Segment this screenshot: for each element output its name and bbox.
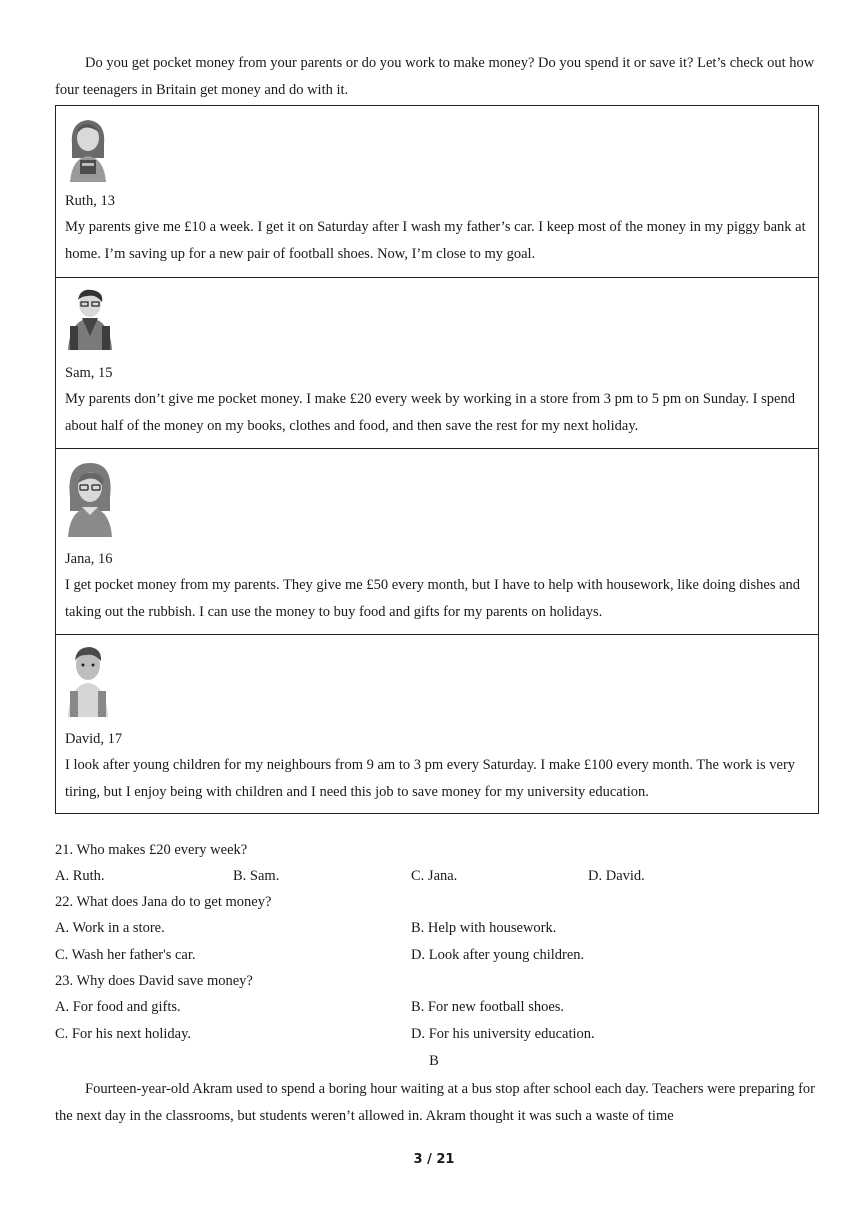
teenagers-table: [55, 105, 819, 814]
intro-paragraph: Do you get pocket money from your parents or do you work to make money? Do you spend it or save it? Let’s check out how four teenagers in Britain get money and do with it.: [55, 55, 815, 98]
option-a: A. For food and gifts.: [55, 999, 181, 1015]
question-22: 22. What does Jana do to get money?: [55, 894, 272, 910]
option-d: D. David.: [588, 868, 645, 884]
person-name: Sam, 15: [65, 365, 113, 381]
option-b: B. Help with housework.: [411, 920, 557, 936]
person-name: Jana, 16: [65, 551, 113, 567]
person-cell-david: [56, 634, 818, 813]
person-text: My parents don’t give me pocket money. I make £20 every week by working in a store from 3 pm to 5 pm on Sunday. I spend about half of the money on my books, clothes and food, and then save the rest for my next holiday.: [65, 391, 795, 434]
option-a: A. Ruth.: [55, 868, 105, 884]
person-text: I look after young children for my neighbours from 9 am to 3 pm every Saturday. I make £100 every month. The work is very tiring, but I enjoy being with children and I need this job to save money for my university education.: [65, 757, 796, 800]
option-c: C. For his next holiday.: [55, 1026, 192, 1042]
page-number: 3 / 21: [413, 1152, 455, 1167]
question-21: 21. Who makes £20 every week?: [55, 842, 248, 858]
person-cell-jana: [56, 448, 818, 634]
option-c: C. Wash her father's car.: [55, 947, 196, 963]
woman-avatar-icon: [64, 457, 116, 537]
person-cell-sam: [56, 277, 818, 448]
person-name: Ruth, 13: [65, 193, 115, 209]
boy-avatar-icon: [64, 286, 116, 350]
option-a: A. Work in a store.: [55, 920, 165, 936]
option-b: B. For new football shoes.: [411, 999, 565, 1015]
option-d: D. Look after young children.: [411, 947, 585, 963]
person-text: My parents give me £10 a week. I get it on Saturday after I wash my father’s car. I keep most of the money in my piggy bank at home. I’m saving up for a new pair of football shoes. Now, I’m close to my goal.: [65, 219, 806, 262]
girl-avatar-icon: [64, 114, 112, 182]
young-man-avatar-icon: [64, 643, 112, 717]
question-23: 23. Why does David save money?: [55, 973, 253, 989]
option-b: B. Sam.: [233, 868, 280, 884]
section-label: B: [429, 1053, 439, 1069]
option-d: D. For his university education.: [411, 1026, 595, 1042]
passage-b-paragraph: Fourteen-year-old Akram used to spend a boring hour waiting at a bus stop after school each day. Teachers were preparing for the next day in the classrooms, but students weren’t allowed in. Akram thought it was such a waste of time: [55, 1081, 815, 1124]
person-cell-ruth: [56, 106, 818, 277]
option-c: C. Jana.: [411, 868, 458, 884]
person-text: I get pocket money from my parents. They give me £50 every month, but I have to help with housework, like doing dishes and taking out the rubbish. I can use the money to buy food and gifts for my parents on holidays.: [65, 577, 801, 620]
person-name: David, 17: [65, 731, 123, 747]
